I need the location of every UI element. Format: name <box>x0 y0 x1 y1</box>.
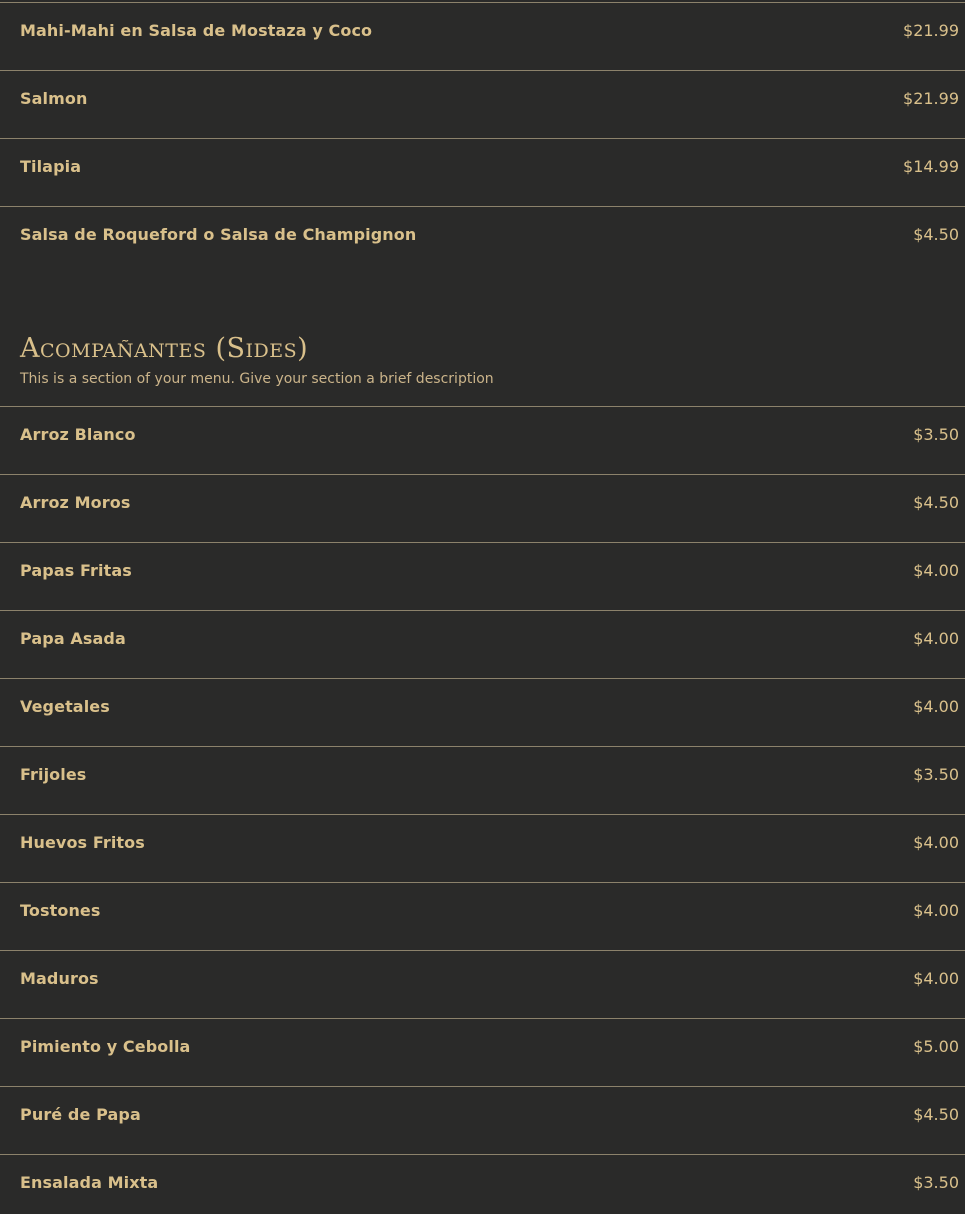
menu-item[interactable] <box>0 882 965 950</box>
menu-item-name: Arroz Blanco <box>20 425 136 444</box>
menu-item-name: Salmon <box>20 89 88 108</box>
menu-item-name: Frijoles <box>20 765 87 784</box>
menu-item-name: Maduros <box>20 969 99 988</box>
menu-item[interactable] <box>0 406 965 474</box>
menu-item-name: Papa Asada <box>20 629 126 648</box>
menu-item-price: $3.50 <box>913 765 959 784</box>
section-description: This is a section of your menu. Give your section a brief description <box>20 371 494 387</box>
menu-item-name: Huevos Fritos <box>20 833 145 852</box>
menu-item-price: $3.50 <box>913 1173 959 1192</box>
menu-item-name[interactable]: Salsa de Roqueford o Salsa de Champignon <box>20 225 417 244</box>
menu-item[interactable] <box>0 1086 965 1154</box>
menu-item-price: $4.00 <box>913 969 959 988</box>
menu-item-price: $5.00 <box>913 1037 959 1056</box>
menu-item[interactable] <box>0 610 965 678</box>
menu-item[interactable] <box>0 542 965 610</box>
menu-item-name: Puré de Papa <box>20 1105 141 1124</box>
section-block <box>0 206 965 406</box>
menu-item-name: Arroz Moros <box>20 493 131 512</box>
menu-item-price: $4.00 <box>913 629 959 648</box>
menu-list <box>0 2 965 1214</box>
menu-item-name: Mahi-Mahi en Salsa de Mostaza y Coco <box>20 21 373 40</box>
menu-item[interactable] <box>0 138 965 206</box>
menu-item-price: $4.00 <box>913 697 959 716</box>
menu-item[interactable] <box>0 678 965 746</box>
menu-item[interactable] <box>0 1018 965 1086</box>
section-title: Acompañantes (Sides) <box>20 333 309 364</box>
menu-item-price: $4.00 <box>913 901 959 920</box>
menu-item-price: $4.50 <box>913 225 959 244</box>
menu-item-name: Pimiento y Cebolla <box>20 1037 191 1056</box>
menu-item-name: Tostones <box>20 901 101 920</box>
menu-item-price: $4.50 <box>913 493 959 512</box>
menu-item-price: $4.00 <box>913 833 959 852</box>
menu-item-price: $3.50 <box>913 425 959 444</box>
menu-item-name: Tilapia <box>20 157 82 176</box>
menu-item-price: $4.00 <box>913 561 959 580</box>
menu-item[interactable] <box>0 1154 965 1214</box>
menu-item-price: $21.99 <box>903 89 959 108</box>
menu-item[interactable] <box>0 950 965 1018</box>
menu-item-price: $21.99 <box>903 21 959 40</box>
menu-item[interactable] <box>0 70 965 138</box>
menu-item[interactable] <box>0 814 965 882</box>
menu-item-name: Papas Fritas <box>20 561 132 580</box>
menu-item-price: $4.50 <box>913 1105 959 1124</box>
menu-item-name: Ensalada Mixta <box>20 1173 159 1192</box>
menu-item[interactable] <box>0 746 965 814</box>
menu-item[interactable] <box>0 2 965 70</box>
menu-item-price: $14.99 <box>903 157 959 176</box>
menu-item[interactable] <box>0 474 965 542</box>
menu-item-name: Vegetales <box>20 697 110 716</box>
